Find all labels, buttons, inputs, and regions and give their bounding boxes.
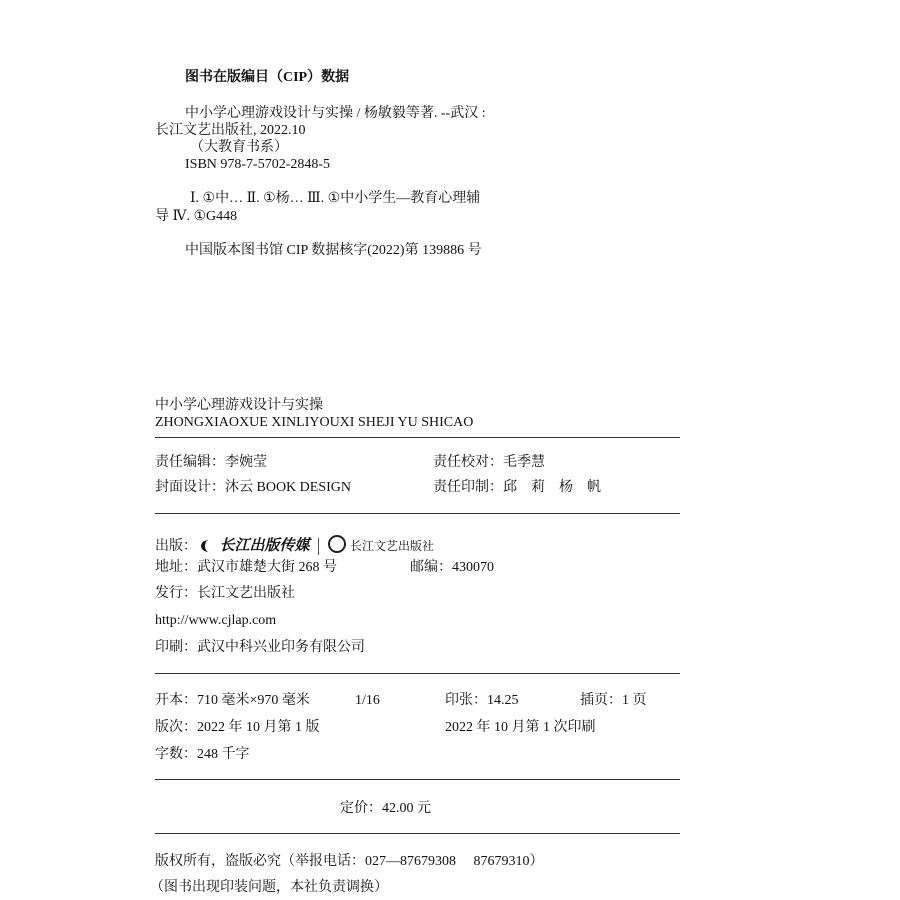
divider: [155, 833, 680, 834]
changjiang-media-logo: 长江出版传媒: [201, 538, 319, 555]
divider: [155, 513, 680, 514]
rights-notice: 版权所有，盗版必究（举报电话：027—87679308 87679310）: [155, 854, 544, 869]
changjiang-literature-logo: 长江文艺出版社: [328, 535, 434, 555]
website-link[interactable]: http://www.cjlap.com: [155, 613, 277, 628]
cip-class2: 导 Ⅳ. ①G448: [155, 209, 238, 224]
distributor: 发行：长江文艺出版社: [155, 586, 295, 601]
format: 开本：710 毫米×970 毫米: [155, 693, 310, 708]
publisher-emblem-icon: [328, 535, 346, 553]
cip-line2: 长江文艺出版社, 2022.10: [155, 123, 306, 138]
divider: [155, 437, 680, 438]
divider: [155, 673, 680, 674]
edition: 版次：2022 年 10 月第 1 版: [155, 720, 320, 735]
address: 地址：武汉市雄楚大街 268 号: [155, 560, 337, 575]
publisher-label: 出版：: [155, 539, 197, 554]
cip-line1: 中小学心理游戏设计与实操 / 杨敏毅等著. --武汉 :: [185, 106, 486, 121]
price: 定价：42.00 元: [340, 801, 431, 816]
book-title-cn: 中小学心理游戏设计与实操: [155, 398, 323, 413]
proofreader: 责任校对：毛季慧: [433, 455, 545, 470]
publisher-row: [155, 535, 434, 555]
divider: [155, 779, 680, 780]
cip-heading: 图书在版编目（CIP）数据: [185, 70, 350, 85]
postcode: 邮编：430070: [410, 560, 494, 575]
cip-isbn: ISBN 978-7-5702-2848-5: [185, 157, 331, 172]
editor: 责任编辑：李婉莹: [155, 455, 267, 470]
print-supervisor: 责任印制：邱 莉 杨 帆: [433, 480, 601, 495]
cip-record: 中国版本图书馆 CIP 数据核字(2022)第 139886 号: [185, 243, 482, 258]
impression: 2022 年 10 月第 1 次印刷: [445, 720, 596, 735]
book-title-pinyin: ZHONGXIAOXUE XINLIYOUXI SHEJI YU SHICAO: [155, 415, 474, 430]
cip-class1: Ⅰ. ①中… Ⅱ. ①杨… Ⅲ. ①中小学生—教育心理辅: [190, 191, 481, 206]
printer: 印刷：武汉中科兴业印务有限公司: [155, 640, 365, 655]
crescent-icon: [201, 540, 217, 552]
sheets: 印张：14.25: [445, 693, 519, 708]
word-count: 字数：248 千字: [155, 747, 250, 762]
plates: 插页：1 页: [580, 693, 647, 708]
fold: 1/16: [355, 693, 380, 708]
cover-design: 封面设计：沐云 BOOK DESIGN: [155, 480, 351, 495]
quality-notice: （图书出现印装问题，本社负责调换）: [150, 880, 388, 895]
cip-series: （大教育书系）: [190, 140, 288, 155]
